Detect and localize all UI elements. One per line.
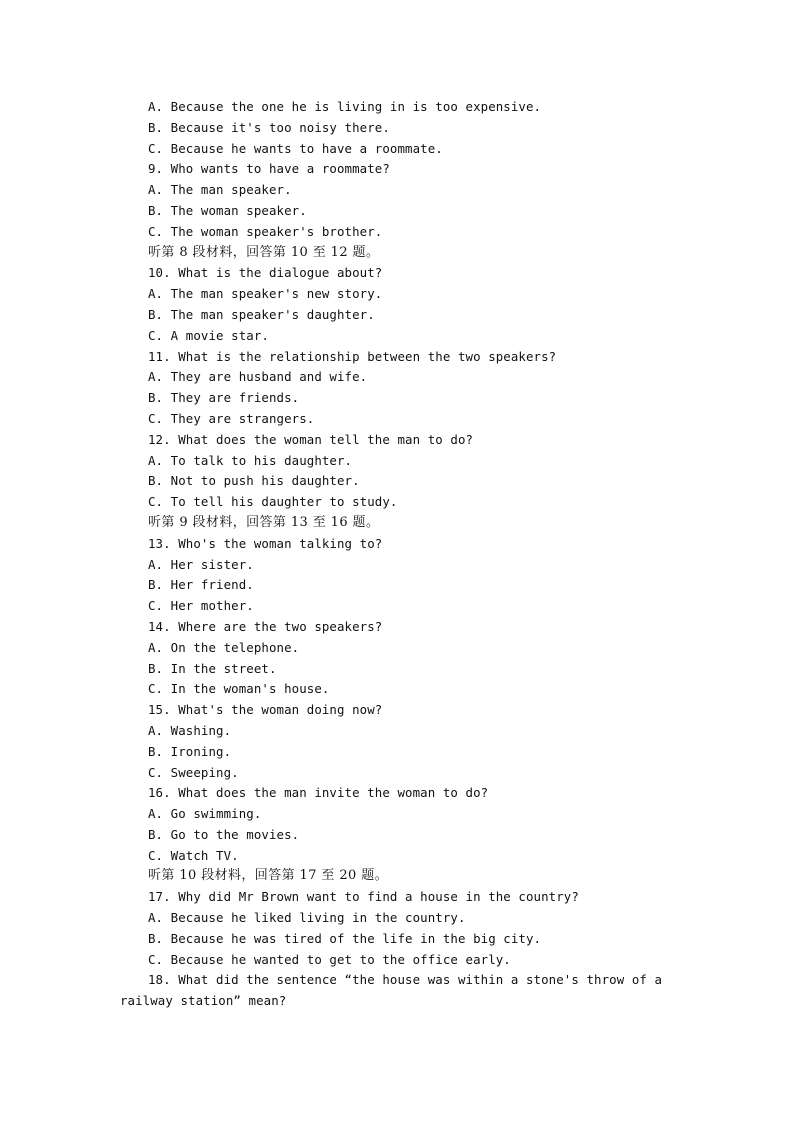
option-a-line: A. Go swimming. [148, 806, 262, 822]
option-c-line: C. In the woman's house. [148, 681, 330, 697]
option-c-line: C. To tell his daughter to study. [148, 494, 398, 510]
option-b-line: B. The man speaker's daughter. [148, 306, 375, 322]
question-11: 11. What is the relationship between the two speakers? [148, 348, 557, 364]
option-a-line: A. The man speaker's new story. [148, 286, 383, 302]
option-a-line: A. Because he liked living in the country. [148, 910, 466, 926]
option-b-line: B. They are friends. [148, 390, 300, 406]
option-a-line: A. To talk to his daughter. [148, 452, 353, 468]
section-heading-8: 听第 8 段材料，回答第 10 至 12 题。 [148, 244, 380, 260]
question-14: 14. Where are the two speakers? [148, 618, 383, 634]
question-18: 18. What did the sentence “the house was within a stone's throw of a railway station” mean? [120, 972, 663, 1009]
option-b-line: B. Ironing. [148, 743, 232, 759]
question-13: 13. Who's the woman talking to? [148, 535, 383, 551]
option-c-line: C. They are strangers. [148, 410, 315, 426]
option-a-line: A. Because the one he is living in is too expensive. [148, 99, 542, 114]
option-a-line: A. The man speaker. [148, 182, 292, 198]
option-b-line: B. In the street. [148, 660, 277, 676]
option-c-line: C. Sweeping. [148, 764, 239, 780]
option-b-line: B. The woman speaker. [148, 202, 307, 218]
option-a-line: A. On the telephone. [148, 639, 300, 655]
option-b-line: B. Not to push his daughter. [148, 473, 360, 489]
question-12: 12. What does the woman tell the man to do? [148, 431, 474, 447]
option-c-line: C. Watch TV. [148, 847, 239, 863]
option-c-line: C. Her mother. [148, 598, 254, 614]
option-a-line: A. Washing. [148, 722, 232, 738]
option-a-line: A. Her sister. [148, 556, 254, 572]
option-b-line: B. Because he was tired of the life in the big city. [148, 930, 542, 946]
option-b-line: B. Because it's too noisy there. [148, 119, 390, 135]
option-b-line: B. Her friend. [148, 577, 254, 593]
option-c-line: C. Because he wants to have a roommate. [148, 140, 443, 156]
question-17: 17. Why did Mr Brown want to find a house in the country? [148, 889, 579, 905]
question-10: 10. What is the dialogue about? [148, 265, 383, 281]
option-c-line: C. Because he wanted to get to the office early. [148, 951, 511, 967]
question-text-block [120, 97, 680, 1012]
option-c-line: C. The woman speaker's brother. [148, 223, 383, 239]
section-heading-10: 听第 10 段材料，回答第 17 至 20 题。 [148, 868, 389, 884]
option-a-line: A. They are husband and wife. [148, 369, 368, 385]
section-heading-9: 听第 9 段材料，回答第 13 至 16 题。 [148, 514, 380, 530]
question-15: 15. What's the woman doing now? [148, 702, 383, 718]
option-b-line: B. Go to the movies. [148, 826, 300, 842]
question-9: 9. Who wants to have a roommate? [148, 161, 390, 177]
option-c-line: C. A movie star. [148, 327, 269, 343]
question-16: 16. What does the man invite the woman to do? [148, 785, 489, 801]
